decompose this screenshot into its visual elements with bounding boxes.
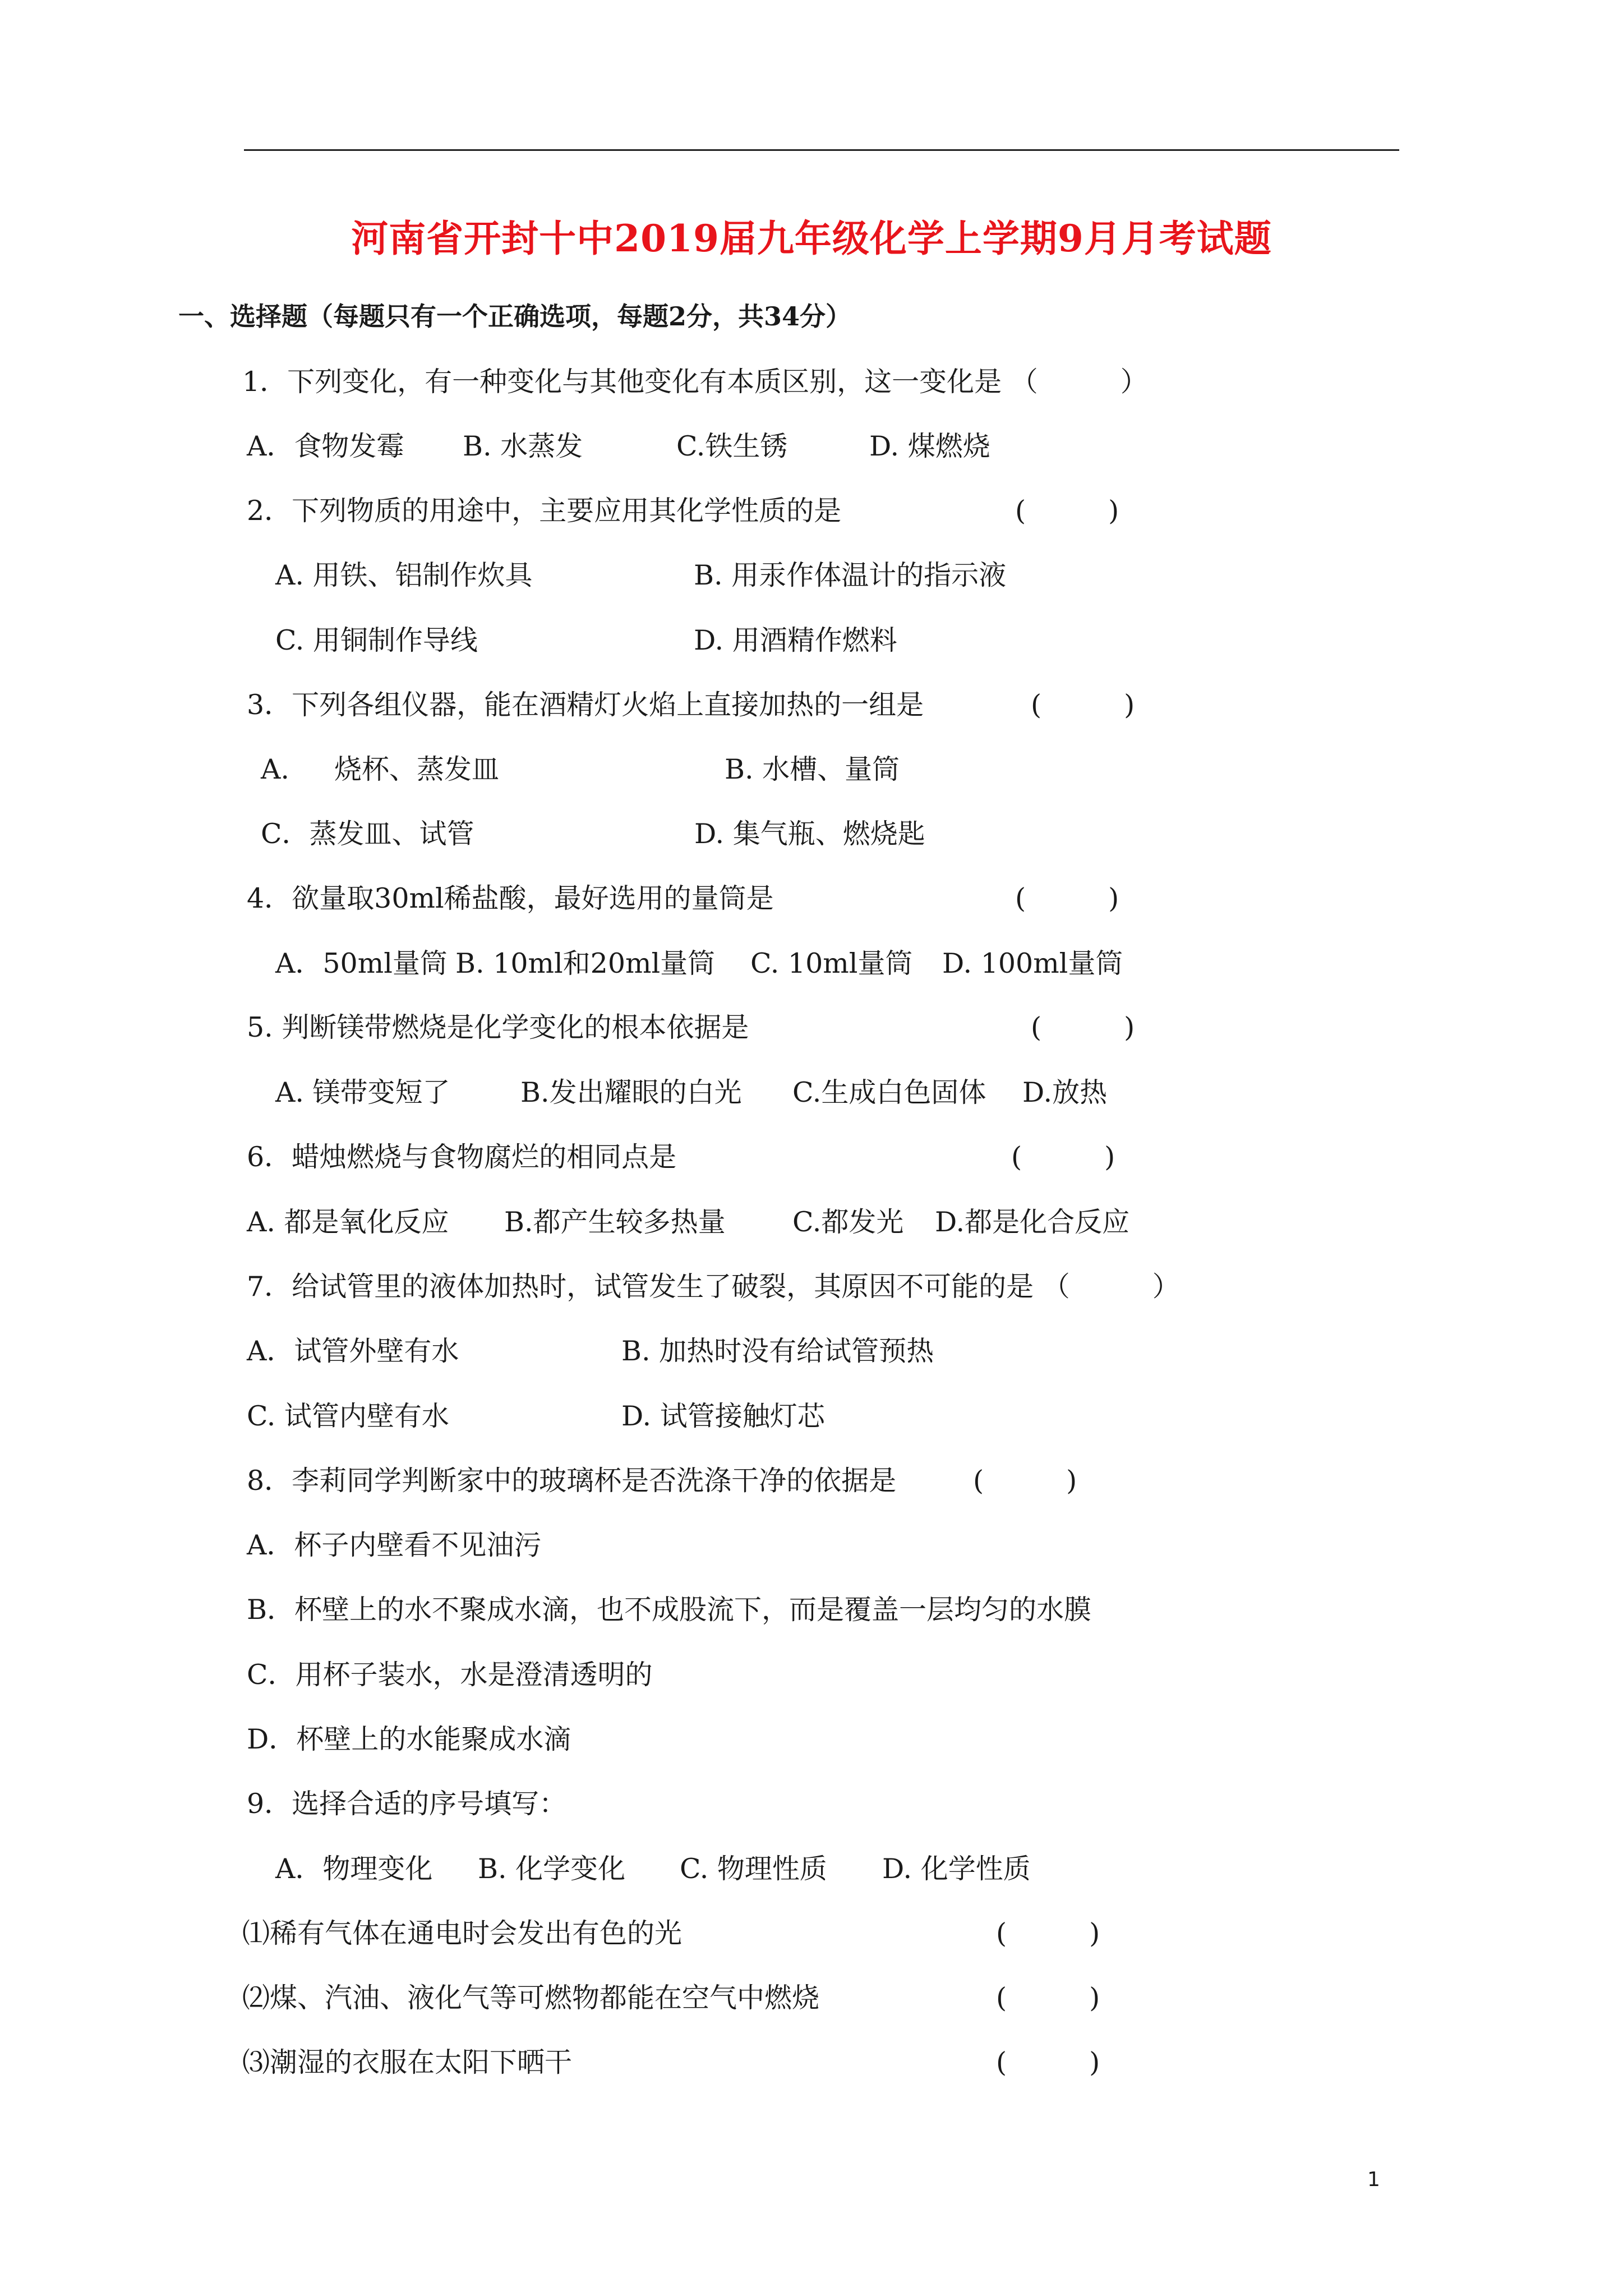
question-1-stem: 1．下列变化，有一种变化与其他变化有本质区别，这一变化是 （ ） (242, 366, 1148, 398)
question-3-stem: 3．下列各组仪器，能在酒精灯火焰上直接加热的一组是 (247, 689, 924, 721)
exam-title: 河南省开封十中2019届九年级化学上学期9月月考试题 (351, 217, 1272, 260)
question-9-sub-2 (0, 1980, 1623, 2016)
option-a: A. 都是氧化反应 (247, 1206, 449, 1238)
question-4-stem-row (0, 881, 1623, 917)
answer-paren: ( ) (1011, 1141, 1115, 1173)
option-d: D.放热 (1022, 1076, 1108, 1108)
option-b: B. 加热时没有给试管预热 (621, 1335, 934, 1367)
option-d: D. 用酒精作燃料 (694, 624, 897, 656)
option-d: D. 试管接触灯芯 (621, 1400, 825, 1432)
question-3-stem-row (0, 687, 1623, 723)
answer-paren: ( ) (1015, 882, 1119, 914)
option-b: B.都产生较多热量 (504, 1206, 726, 1238)
option-d: D. 集气瓶、燃烧匙 (694, 818, 925, 850)
option-c: C. 10ml量筒 (750, 947, 913, 979)
answer-paren: ( ) (996, 1917, 1100, 1949)
question-4-stem: 4．欲量取30ml稀盐酸，最好选用的量筒是 (247, 882, 774, 914)
answer-paren: ( ) (1031, 1011, 1135, 1043)
question-8-option-b: B．杯壁上的水不聚成水滴，也不成股流下，而是覆盖一层均匀的水膜 (247, 1594, 1092, 1626)
option-c: C. 试管内壁有水 (247, 1400, 449, 1432)
question-5-options (0, 1075, 1623, 1111)
question-9-stem: 9．选择合适的序号填写： (247, 1788, 567, 1820)
option-c: C.生成白色固体 (792, 1076, 986, 1108)
option-d: D. 煤燃烧 (869, 430, 990, 462)
question-6-stem: 6．蜡烛燃烧与食物腐烂的相同点是 (247, 1141, 677, 1173)
question-5-stem-row (0, 1010, 1623, 1046)
question-8-option-c: C．用杯子装水，水是澄清透明的 (247, 1659, 653, 1691)
question-2-stem-row (0, 493, 1623, 529)
option-c: C.铁生锈 (676, 430, 788, 462)
option-a: A. 用铁、铝制作炊具 (275, 559, 533, 591)
question-2-options-row-1 (0, 558, 1623, 593)
option-c: C. 用铜制作导线 (275, 624, 478, 656)
option-a-letter: A. (261, 753, 289, 785)
question-5-stem: 5. 判断镁带燃烧是化学变化的根本依据是 (247, 1011, 749, 1043)
option-a: A．物理变化 (275, 1853, 433, 1885)
question-9-sub-3 (0, 2045, 1623, 2081)
option-a: A．50ml量筒 (275, 947, 448, 979)
option-a: A．试管外壁有水 (247, 1335, 459, 1367)
option-c: C. 物理性质 (680, 1853, 827, 1885)
question-6-stem-row (0, 1139, 1623, 1175)
option-a: A. 镁带变短了 (275, 1076, 450, 1108)
question-7-stem: 7．给试管里的液体加热时，试管发生了破裂，其原因不可能的是 （ ） (247, 1271, 1180, 1303)
question-9-sub-1 (0, 1916, 1623, 1952)
option-d: D. 100ml量筒 (942, 947, 1123, 979)
question-2-stem: 2．下列物质的用途中，主要应用其化学性质的是 (247, 495, 842, 527)
answer-paren: ( ) (1031, 689, 1135, 721)
question-4-options (0, 946, 1623, 982)
question-3-options-row-1 (0, 752, 1623, 788)
answer-paren: ( ) (1015, 495, 1119, 527)
sub-question-text: ⑴稀有气体在通电时会发出有色的光 (242, 1917, 683, 1949)
answer-paren: ( ) (996, 1982, 1100, 2014)
option-b: B. 用汞作体温计的指示液 (694, 559, 1007, 591)
option-a: A．食物发霉 (247, 430, 404, 462)
sub-question-text: ⑶潮湿的衣服在太阳下晒干 (242, 2046, 573, 2078)
answer-paren: ( ) (973, 1465, 1077, 1497)
option-d: D.都是化合反应 (935, 1206, 1130, 1238)
option-b: B.发出耀眼的白光 (520, 1076, 742, 1108)
page-number: 1 (1367, 2168, 1380, 2191)
question-8-option-d: D．杯壁上的水能聚成水滴 (247, 1723, 571, 1755)
question-3-options-row-2 (0, 816, 1623, 852)
question-9-options (0, 1851, 1623, 1887)
question-7-options-row-2 (0, 1398, 1623, 1434)
question-8-stem: 8．李莉同学判断家中的玻璃杯是否洗涤干净的依据是 (247, 1465, 897, 1497)
option-a: 烧杯、蒸发皿 (334, 753, 500, 785)
option-d: D. 化学性质 (882, 1853, 1031, 1885)
option-b: B. 水槽、量筒 (725, 753, 900, 785)
question-8-option-a: A．杯子内壁看不见油污 (247, 1529, 542, 1561)
option-b: B. 化学变化 (478, 1853, 626, 1885)
question-1-options (0, 429, 1623, 464)
option-c: C．蒸发皿、试管 (261, 818, 474, 850)
question-8-stem-row (0, 1463, 1623, 1499)
question-6-options (0, 1204, 1623, 1240)
answer-paren: ( ) (996, 2046, 1100, 2078)
section-heading: 一、选择题（每题只有一个正确选项，每题2分，共34分） (178, 301, 852, 332)
option-c: C.都发光 (792, 1206, 904, 1238)
question-7-options-row-1 (0, 1333, 1623, 1369)
option-b: B. 水蒸发 (463, 430, 583, 462)
sub-question-text: ⑵煤、汽油、液化气等可燃物都能在空气中燃烧 (242, 1982, 820, 2014)
option-b: B. 10ml和20ml量筒 (455, 947, 716, 979)
header-rule (244, 149, 1399, 151)
question-2-options-row-2 (0, 623, 1623, 659)
